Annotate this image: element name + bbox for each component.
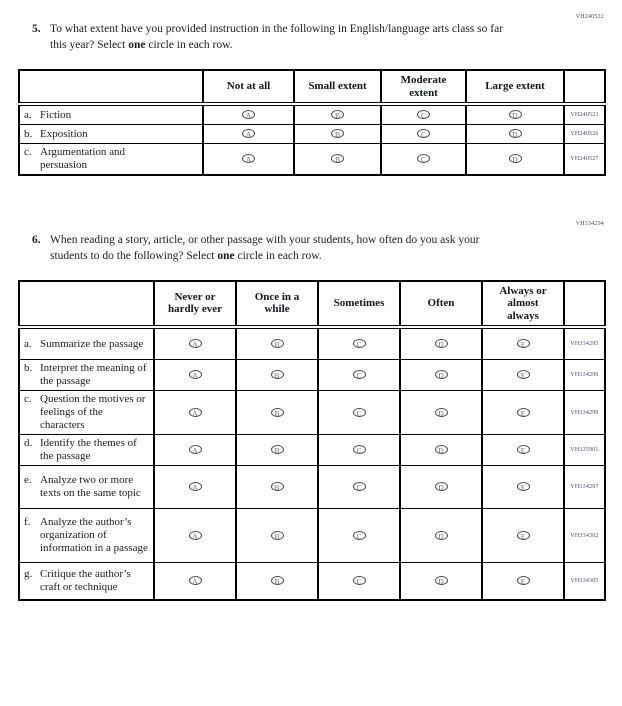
answer-circle[interactable]: D — [435, 482, 448, 491]
option-cell — [381, 125, 466, 144]
answer-circle[interactable]: D — [435, 445, 448, 454]
empty-code-header-cell — [564, 70, 605, 104]
answer-circle[interactable]: C — [417, 110, 430, 119]
header-row — [19, 281, 605, 327]
table-row — [19, 391, 605, 435]
row-label: Fiction — [40, 108, 72, 121]
answer-circle[interactable]: C — [353, 482, 366, 491]
answer-circle[interactable]: C — [353, 531, 366, 540]
item-code: VH334296 — [564, 360, 605, 391]
question5-text — [50, 22, 505, 53]
row-label: Analyze the author’s organization of information in a passage — [40, 516, 148, 555]
option-cell — [294, 125, 381, 144]
question6-code: VH334294 — [575, 221, 604, 227]
column-header-sometimes: Sometimes — [318, 281, 400, 327]
answer-circle[interactable]: A — [189, 576, 202, 585]
option-cell — [482, 509, 564, 563]
question5-code: VH240522 — [575, 14, 604, 20]
row-letter: d. — [24, 437, 33, 450]
row-item-cell — [19, 466, 154, 509]
answer-circle[interactable]: C — [417, 154, 430, 163]
answer-circle[interactable]: D — [435, 531, 448, 540]
question6-table — [18, 280, 606, 601]
option-cell — [203, 104, 294, 125]
empty-header-cell — [19, 70, 203, 104]
question5-text-bold: one — [128, 38, 146, 51]
row-letter: a. — [24, 337, 32, 350]
answer-circle[interactable]: A — [242, 154, 255, 163]
column-header-not-at-all: Not at all — [203, 70, 294, 104]
item-code: VH335901 — [564, 435, 605, 466]
answer-circle[interactable]: B — [271, 370, 284, 379]
answer-circle[interactable]: D — [435, 370, 448, 379]
answer-circle[interactable]: D — [509, 129, 522, 138]
table-row — [19, 125, 605, 144]
option-cell — [236, 391, 318, 435]
row-item-cell — [19, 391, 154, 435]
answer-circle[interactable]: B — [271, 576, 284, 585]
option-cell — [400, 509, 482, 563]
option-cell — [482, 466, 564, 509]
row-label: Interpret the meaning of the passage — [40, 362, 147, 388]
answer-circle[interactable]: C — [353, 408, 366, 417]
option-cell — [466, 144, 564, 175]
row-item-cell — [19, 435, 154, 466]
option-cell — [154, 391, 236, 435]
answer-circle[interactable]: B — [271, 531, 284, 540]
row-item-cell — [19, 144, 203, 175]
row-label: Question the motives or feelings of the characters — [40, 393, 146, 432]
answer-circle[interactable]: B — [331, 110, 344, 119]
answer-circle[interactable]: E — [517, 482, 530, 491]
option-cell — [400, 360, 482, 391]
column-header-moderate-extent: Moderate extent — [381, 70, 466, 104]
row-item-cell — [19, 125, 203, 144]
row-item-cell — [19, 563, 154, 600]
item-code: VH334305 — [564, 563, 605, 600]
question5 — [32, 22, 505, 53]
question6-number: 6. — [32, 234, 41, 246]
table-row — [19, 509, 605, 563]
option-cell — [400, 563, 482, 600]
answer-circle[interactable]: D — [435, 576, 448, 585]
item-code: VH334302 — [564, 509, 605, 563]
row-letter: e. — [24, 474, 32, 487]
answer-circle[interactable]: C — [353, 576, 366, 585]
answer-circle[interactable]: C — [417, 129, 430, 138]
answer-circle[interactable]: A — [242, 110, 255, 119]
answer-circle[interactable]: A — [189, 339, 202, 348]
answer-circle[interactable]: A — [189, 370, 202, 379]
row-letter: a. — [24, 108, 32, 121]
empty-header-cell — [19, 281, 154, 327]
row-letter: g. — [24, 568, 33, 581]
item-code: VH240523 — [564, 104, 605, 125]
column-header-never: Never or hardly ever — [154, 281, 236, 327]
question6-text — [50, 233, 505, 264]
row-label: Critique the author’s craft or technique — [40, 568, 131, 594]
column-header-often: Often — [400, 281, 482, 327]
question5-text-pre: To what extent have you provided instruction in the following in English/language arts class so far this year? Select — [50, 23, 504, 51]
option-cell — [236, 327, 318, 360]
row-letter: c. — [24, 146, 32, 158]
option-cell — [236, 466, 318, 509]
option-cell — [482, 563, 564, 600]
question6-text-post: circle in each row. — [237, 249, 322, 262]
option-cell — [400, 327, 482, 360]
row-item-cell — [19, 104, 203, 125]
option-cell — [236, 360, 318, 391]
answer-circle[interactable]: B — [331, 129, 344, 138]
answer-circle[interactable]: E — [517, 339, 530, 348]
option-cell — [318, 509, 400, 563]
option-cell — [482, 391, 564, 435]
row-label: Summarize the passage — [40, 337, 144, 350]
answer-circle[interactable]: D — [509, 154, 522, 163]
table-row — [19, 144, 605, 175]
option-cell — [236, 563, 318, 600]
table-row — [19, 563, 605, 600]
row-letter: c. — [24, 393, 32, 406]
row-letter: f. — [24, 516, 31, 529]
option-cell — [294, 144, 381, 175]
empty-code-header-cell — [564, 281, 605, 327]
option-cell — [154, 466, 236, 509]
row-item-cell — [19, 360, 154, 391]
option-cell — [154, 435, 236, 466]
option-cell — [236, 509, 318, 563]
answer-circle[interactable]: B — [271, 339, 284, 348]
answer-circle[interactable]: D — [509, 110, 522, 119]
row-item-cell — [19, 509, 154, 563]
answer-circle[interactable]: A — [189, 482, 202, 491]
row-label: Identify the themes of the passage — [40, 437, 137, 463]
row-letter: b. — [24, 127, 33, 140]
answer-circle[interactable]: C — [353, 339, 366, 348]
answer-circle[interactable]: D — [435, 339, 448, 348]
option-cell — [400, 466, 482, 509]
table-row — [19, 327, 605, 360]
answer-circle[interactable]: B — [271, 482, 284, 491]
answer-circle[interactable]: B — [271, 445, 284, 454]
question6-text-bold: one — [217, 249, 235, 262]
item-code: VH334295 — [564, 327, 605, 360]
option-cell — [154, 563, 236, 600]
option-cell — [203, 125, 294, 144]
question5-number: 5. — [32, 23, 41, 35]
question5-table — [18, 69, 606, 176]
column-header-always: Always or almost always — [482, 281, 564, 327]
item-code: VH334297 — [564, 466, 605, 509]
column-header-large-extent: Large extent — [466, 70, 564, 104]
option-cell — [482, 360, 564, 391]
option-cell — [482, 327, 564, 360]
option-cell — [466, 125, 564, 144]
answer-circle[interactable]: E — [517, 576, 530, 585]
row-label: Argumentation and persuasion — [40, 146, 126, 171]
header-row — [19, 70, 605, 104]
answer-circle[interactable]: E — [517, 445, 530, 454]
answer-circle[interactable]: C — [353, 370, 366, 379]
option-cell — [154, 327, 236, 360]
answer-circle[interactable]: A — [242, 129, 255, 138]
answer-circle[interactable]: A — [189, 408, 202, 417]
option-cell — [294, 104, 381, 125]
answer-circle[interactable]: B — [331, 154, 344, 163]
option-cell — [318, 327, 400, 360]
option-cell — [203, 144, 294, 175]
option-cell — [381, 104, 466, 125]
option-cell — [466, 104, 564, 125]
option-cell — [154, 509, 236, 563]
question5-text-post: circle in each row. — [148, 38, 233, 51]
table-row — [19, 435, 605, 466]
answer-circle[interactable]: D — [435, 408, 448, 417]
item-code: VH240527 — [564, 144, 605, 175]
answer-circle[interactable]: A — [189, 445, 202, 454]
answer-circle[interactable]: E — [517, 370, 530, 379]
item-code: VH240526 — [564, 125, 605, 144]
option-cell — [318, 435, 400, 466]
answer-circle[interactable]: E — [517, 531, 530, 540]
row-label: Exposition — [40, 127, 88, 140]
answer-circle[interactable]: C — [353, 445, 366, 454]
answer-circle[interactable]: E — [517, 408, 530, 417]
option-cell — [318, 391, 400, 435]
option-cell — [318, 563, 400, 600]
option-cell — [318, 360, 400, 391]
option-cell — [154, 360, 236, 391]
table-row — [19, 466, 605, 509]
option-cell — [400, 391, 482, 435]
column-header-once-in-a-while: Once in a while — [236, 281, 318, 327]
option-cell — [400, 435, 482, 466]
table-row — [19, 104, 605, 125]
table-row — [19, 360, 605, 391]
option-cell — [318, 466, 400, 509]
row-letter: b. — [24, 362, 33, 375]
row-label: Analyze two or more texts on the same topic — [40, 474, 141, 500]
option-cell — [381, 144, 466, 175]
question6-text-pre: When reading a story, article, or other passage with your students, how often do you ask your students to do the following? Select — [50, 234, 480, 262]
row-item-cell — [19, 327, 154, 360]
option-cell — [482, 435, 564, 466]
option-cell — [236, 435, 318, 466]
question6 — [32, 233, 505, 264]
item-code: VH334299 — [564, 391, 605, 435]
column-header-small-extent: Small extent — [294, 70, 381, 104]
answer-circle[interactable]: A — [189, 531, 202, 540]
answer-circle[interactable]: B — [271, 408, 284, 417]
